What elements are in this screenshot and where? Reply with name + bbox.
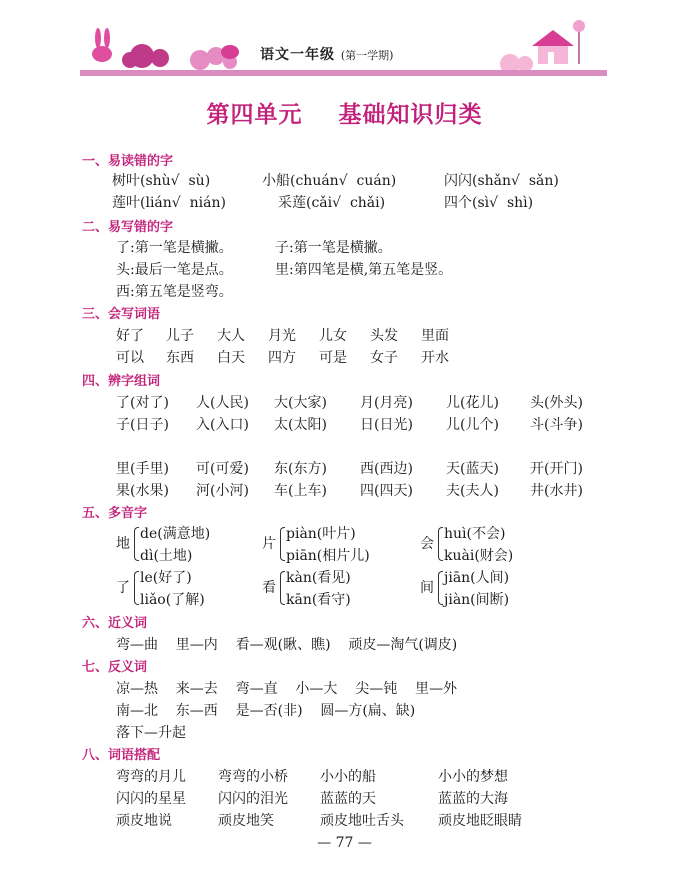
collocation-cell: 弯弯的月儿 — [116, 769, 186, 785]
collocation-cell: 蓝蓝的天 — [320, 791, 376, 807]
note-line: 子:第一笔是横撇。 — [275, 240, 392, 256]
item-cell: 小船(chuán√ cuán) — [262, 173, 397, 189]
word-group-cell: 斗(斗争) — [530, 417, 583, 433]
section-heading-3: 三、会写词语 — [82, 307, 161, 322]
note-line: 了:第一笔是横撇。 — [116, 240, 233, 256]
word-cell: 可是 — [319, 350, 347, 366]
polyphone-char: 地 — [116, 536, 130, 552]
collocation-cell: 小小的船 — [320, 769, 376, 785]
word-group-cell: 人(人民) — [196, 395, 249, 411]
book-term: (第一学期) — [340, 49, 394, 62]
polyphone-reading: dì(土地) — [140, 548, 193, 564]
brace-icon — [134, 571, 139, 605]
word-group-cell: 儿(花儿) — [446, 395, 499, 411]
item-cell: 莲叶(lián√ nián) — [112, 195, 226, 211]
brace-icon — [438, 571, 443, 605]
collocation-cell: 顽皮地吐舌头 — [320, 813, 404, 829]
word-group-cell: 子(日子) — [116, 417, 169, 433]
word-group-cell: 太(太阳) — [274, 417, 327, 433]
word-cell: 白天 — [217, 350, 245, 366]
word-cell: 开水 — [421, 350, 449, 366]
note-line: 头:最后一笔是点。 — [116, 262, 233, 278]
polyphone-reading: jiān(人间) — [444, 570, 510, 586]
word-group-cell: 河(小河) — [196, 483, 249, 499]
collocation-cell: 闪闪的泪光 — [218, 791, 288, 807]
polyphone-char: 间 — [420, 580, 434, 596]
word-group-cell: 里(手里) — [116, 461, 169, 477]
polyphone-reading: jiàn(间断) — [444, 592, 510, 608]
page-header — [80, 8, 607, 78]
word-cell: 女子 — [370, 350, 398, 366]
polyphone-reading: le(好了) — [140, 570, 192, 586]
page-number: — 77 — — [317, 835, 372, 851]
antonym-line: 南—北 东—西 是—否(非) 圆—方(扁、缺) — [116, 703, 416, 719]
word-group-cell: 东(东方) — [274, 461, 327, 477]
polyphone-reading: huì(不会) — [444, 526, 506, 542]
word-cell: 儿女 — [319, 328, 347, 344]
collocation-cell: 顽皮地说 — [116, 813, 172, 829]
collocation-cell: 弯弯的小桥 — [218, 769, 288, 785]
word-group-cell: 开(开门) — [530, 461, 583, 477]
word-group-cell: 西(西边) — [360, 461, 413, 477]
bunny-icon — [92, 28, 112, 62]
polyphone-char: 片 — [262, 536, 276, 552]
polyphone-reading: kān(看守) — [286, 592, 351, 608]
cat-icon — [221, 45, 239, 59]
section-heading-7: 七、反义词 — [82, 660, 148, 675]
section-heading-1: 一、易读错的字 — [82, 154, 174, 169]
word-cell: 四方 — [268, 350, 296, 366]
word-cell: 儿子 — [166, 328, 194, 344]
flower-cluster-icon — [122, 44, 169, 68]
section-heading-2: 二、易写错的字 — [82, 220, 174, 235]
word-cell: 里面 — [421, 328, 449, 344]
word-group-cell: 井(水井) — [530, 483, 583, 499]
house-icon — [532, 30, 574, 64]
polyphone-reading: de(满意地) — [140, 526, 211, 542]
word-cell: 东西 — [166, 350, 194, 366]
polyphone-char: 看 — [262, 580, 276, 596]
brace-icon — [280, 527, 285, 561]
section-heading-6: 六、近义词 — [82, 616, 148, 631]
word-cell: 头发 — [370, 328, 398, 344]
brace-icon — [134, 527, 139, 561]
item-cell: 采莲(cǎi√ chǎi) — [278, 195, 386, 211]
word-cell: 好了 — [116, 328, 144, 344]
polyphone-reading: kàn(看见) — [286, 570, 351, 586]
word-cell: 月光 — [268, 328, 296, 344]
tree-icon — [573, 20, 585, 64]
brace-icon — [280, 571, 285, 605]
collocation-cell: 顽皮地眨眼睛 — [438, 813, 522, 829]
word-group-cell: 夫(夫人) — [446, 483, 499, 499]
section-heading-5: 五、多音字 — [82, 506, 148, 521]
word-group-cell: 四(四天) — [360, 483, 413, 499]
polyphone-reading: liǎo(了解) — [140, 592, 205, 608]
header-band — [80, 70, 607, 76]
header-decoration — [80, 8, 607, 78]
collocation-cell: 蓝蓝的大海 — [438, 791, 508, 807]
polyphone-reading: kuài(财会) — [444, 548, 514, 564]
page-title: 第四单元 基础知识归类 — [206, 101, 483, 128]
note-line: 西:第五笔是竖弯。 — [116, 284, 233, 300]
word-group-cell: 可(可爱) — [196, 461, 249, 477]
note-line: 里:第四笔是横,第五笔是竖。 — [275, 262, 453, 278]
word-group-cell: 了(对了) — [116, 395, 169, 411]
brace-icon — [438, 527, 443, 561]
synonym-line: 弯—曲 里—内 看—观(瞅、瞧) 顽皮—淘气(调皮) — [116, 637, 458, 653]
word-cell: 大人 — [217, 328, 245, 344]
word-cell: 可以 — [116, 350, 144, 366]
section-heading-4: 四、辨字组词 — [82, 374, 161, 389]
book-title: 语文一年级 — [260, 47, 335, 63]
polyphone-reading: piān(相片儿) — [286, 548, 370, 564]
word-group-cell: 大(大家) — [274, 395, 327, 411]
word-group-cell: 车(上车) — [274, 483, 327, 499]
word-group-cell: 头(外头) — [530, 395, 583, 411]
collocation-cell: 小小的梦想 — [438, 769, 508, 785]
word-group-cell: 日(日光) — [360, 417, 413, 433]
word-group-cell: 天(蓝天) — [446, 461, 499, 477]
word-group-cell: 儿(儿个) — [446, 417, 499, 433]
antonym-line: 凉—热 来—去 弯—直 小—大 尖—钝 里—外 — [116, 681, 458, 697]
item-cell: 树叶(shù√ sù) — [112, 173, 211, 189]
item-cell: 闪闪(shǎn√ sǎn) — [444, 173, 559, 189]
polyphone-char: 会 — [420, 536, 434, 552]
collocation-cell: 顽皮地笑 — [218, 813, 274, 829]
antonym-line: 落下—升起 — [116, 725, 186, 741]
section-heading-8: 八、词语搭配 — [82, 748, 161, 763]
polyphone-reading: piàn(叶片) — [286, 526, 356, 542]
word-group-cell: 入(入口) — [196, 417, 249, 433]
item-cell: 四个(sì√ shì) — [444, 195, 534, 211]
collocation-cell: 闪闪的星星 — [116, 791, 186, 807]
word-group-cell: 果(水果) — [116, 483, 169, 499]
header-title — [260, 44, 393, 64]
word-group-cell: 月(月亮) — [360, 395, 413, 411]
polyphone-char: 了 — [116, 580, 130, 596]
